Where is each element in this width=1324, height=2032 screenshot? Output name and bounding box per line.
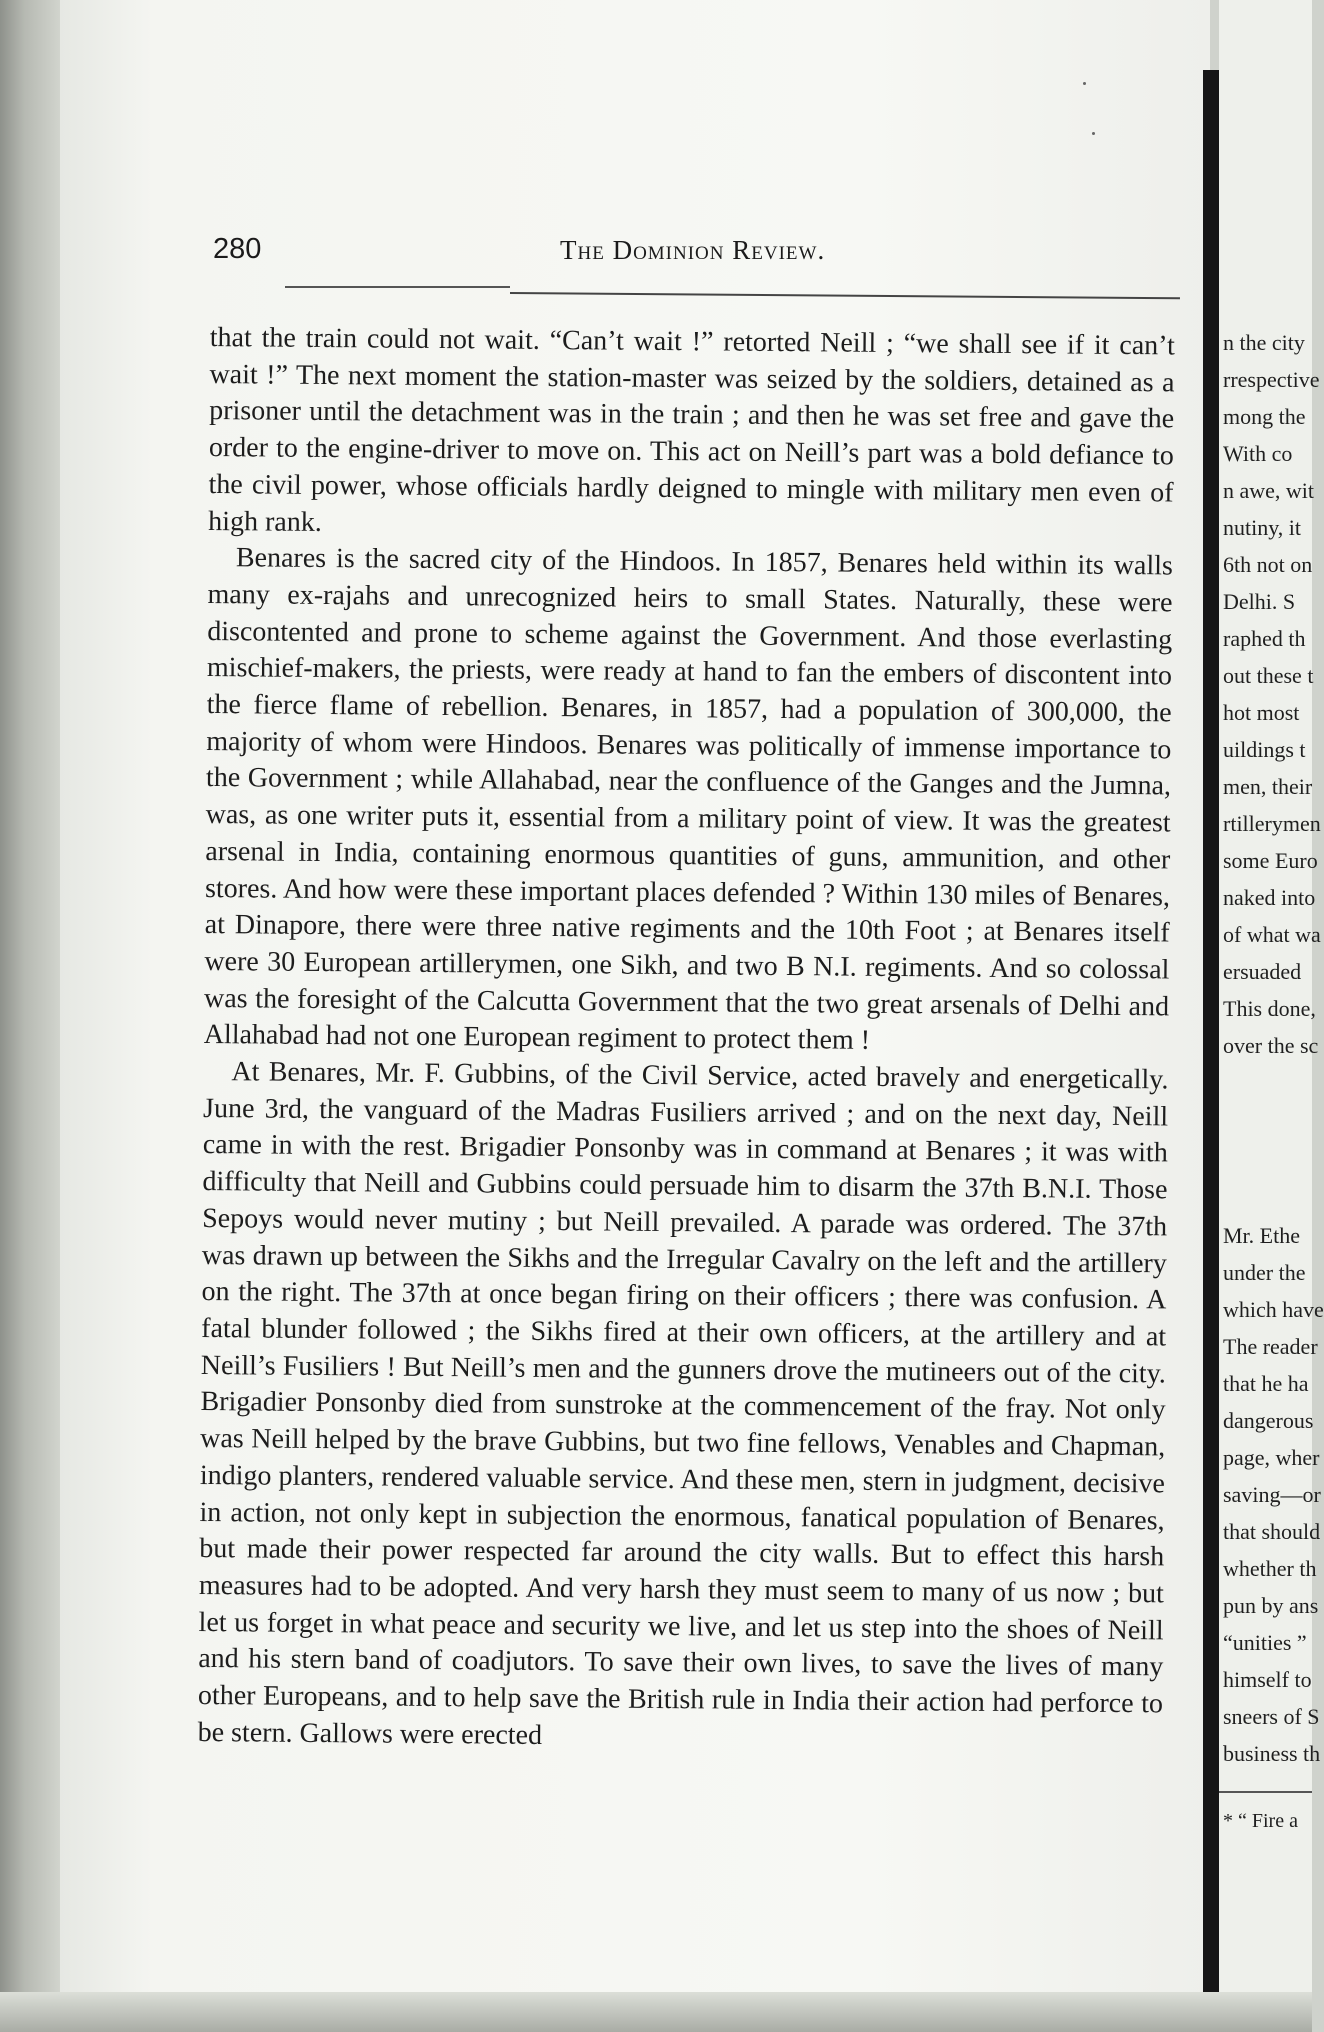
facing-line: men, their [1223,774,1313,799]
facing-footnote: * “ Fire a [1223,1810,1298,1832]
facing-line: uildings t [1223,737,1306,762]
facing-line: rtillerymen [1223,811,1321,836]
facing-section-line: page, wher [1223,1445,1320,1470]
facing-section-line: dangerous [1223,1408,1314,1433]
facing-section-line: pun by ans [1223,1593,1319,1618]
facing-section-line: under the [1223,1260,1306,1285]
scan-speck [1083,82,1086,85]
facing-section-line: that he ha [1223,1371,1309,1396]
facing-footnote-rule [1219,1791,1312,1793]
facing-section-line: saving—or [1223,1482,1321,1507]
facing-section-line: The reader [1223,1334,1318,1359]
facing-section-line: himself to [1223,1667,1312,1692]
facing-line: 6th not on [1223,552,1313,577]
facing-page [1219,0,1324,2032]
facing-line: out these t [1223,663,1314,688]
facing-line: rrespective [1223,367,1320,392]
facing-line: raphed th [1223,626,1306,651]
scan-speck [1092,132,1095,135]
facing-line: of what wa [1223,922,1321,947]
facing-line: hot most [1223,700,1300,725]
facing-line: Delhi. S [1223,589,1296,614]
running-title: The Dominion Review. [560,235,826,265]
facing-line: This done, [1223,996,1316,1021]
book-gutter [1203,70,1219,2030]
facing-line: n awe, wit [1223,478,1315,503]
header-rule-short [285,286,510,288]
facing-line: mong the [1223,404,1306,429]
facing-line: over the sc [1223,1033,1319,1058]
paragraph-1: that the train could not wait. “Can’t wait !” retorted Neill ; “we shall see if it can’t wait !” The next moment the station-master was seized by the soldiers, detained as a prisoner until the detachment was in the train ; and then he was set free and gave the order to the engine-driver to move on. This act on Neill’s part was a bold defiance to the civil power, whose officials hardly deigned to mingle with military men even of high rank. [208,321,1175,538]
paragraph-2: Benares is the sacred city of the Hindoos. In 1857, Benares held within its walls many ex-rajahs and unrecognized heirs to small States. Naturally, these were discontented and prone to scheme against the Government. And those everlasting mischief-makers, the priests, were ready at hand to fan the embers of discontent into the fierce flame of rebellion. Benares, in 1857, had a population of 300,000, the majority of whom were Hindoos. Benares was politically of immense importance to the Government ; while Allahabad, near the confluence of the Ganges and the Jumna, was, as one writer puts it, essential from a military point of view. It was the greatest arsenal in India, containing enormous quantities of guns, ammunition, and other stores. And how were these important places defended ? Within 130 miles of Benares, at Dinapore, there were three native regiments and the 10th Foot ; at Benares itself were 30 European artillerymen, one Sikh, and two B N.I. regiments. And so colossal was the foresight of the Calcutta Government that the two great arsenals of Delhi and Allahabad had not one European regiment to protect them ! [203,542,1174,1057]
facing-line: naked into [1223,885,1316,910]
scan-bottom-edge [0,1992,1312,2032]
facing-section-line: “unities ” [1223,1630,1307,1655]
page-number: 280 [213,233,262,265]
facing-section-line: business th [1223,1741,1321,1766]
facing-section-line: which have [1223,1297,1324,1322]
facing-line: With co [1223,441,1293,466]
body-text [198,320,1175,1760]
facing-section-line: that should [1223,1519,1321,1544]
facing-section-line: Mr. Ethe [1223,1223,1300,1248]
facing-line: ersuaded [1223,959,1302,984]
page-header [213,233,953,273]
facing-line: n the city [1223,330,1305,355]
facing-line: some Euro [1223,848,1318,873]
facing-section-line: whether th [1223,1556,1317,1581]
paragraph-3: At Benares, Mr. F. Gubbins, of the Civil Service, acted bravely and energetically. June 3rd, the vanguard of the Madras Fusiliers arrived ; and on the next day, Neill came in with the rest. Brigadier Ponsonby was in command at Benares ; it was with difficulty that Neill and Gubbins could persuade him to disarm the 37th B.N.I. Those Sepoys would never mutiny ; but Neill prevailed. A parade was ordered. The 37th was drawn up between the Sikhs and the Irregular Cavalry on the left and the artillery on the right. The 37th at once began firing on their officers ; there was confusion. A fatal blunder followed ; the Sikhs fired at their own officers, at the artillery and at Neill’s Fusiliers ! But Neill’s men and the gunners drove the mutineers out of the city. Brigadier Ponsonby died from sunstroke at the commencement of the fray. Not only was Neill helped by the brave Gubbins, but two fine fellows, Venables and Chapman, indigo planters, rendered valuable service. And these men, stern in judgment, decisive in action, not only kept in subjection the enormous, fanatical population of Benares, but made their power respected far around the city walls. But to effect this harsh measures had to be adopted. And very harsh they must seem to many of us now ; but let us forget in what peace and security we live, and let us step into the shoes of Neill and his stern band of coadjutors. To save their own lives, to save the lives of many other Europeans, and to help save the British rule in India their action had perforce to be stern. Gallows were erected [197,1056,1169,1751]
facing-line: nutiny, it [1223,515,1302,540]
facing-section-line: sneers of S [1223,1704,1320,1729]
